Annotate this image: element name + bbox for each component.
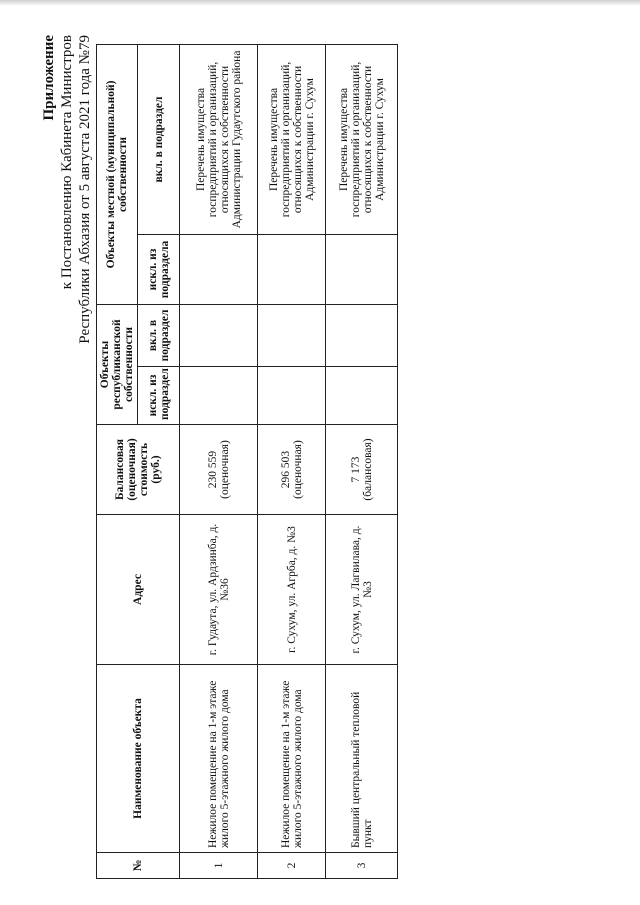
decree-line: к Постановлению Кабинета Министров xyxy=(59,35,75,290)
table-row xyxy=(258,44,326,878)
value-amount: 230 559 xyxy=(206,450,219,489)
value-note: (оценочная) xyxy=(291,440,304,499)
row-republic-excl xyxy=(326,367,398,425)
col-name-header: Наименование объекта xyxy=(97,665,180,853)
col-local-incl-header: вкл. в подраздел xyxy=(138,44,180,234)
row-republic-excl xyxy=(180,367,258,425)
row-value xyxy=(258,425,326,515)
value-amount: 296 503 xyxy=(279,450,292,489)
row-local-excl xyxy=(258,234,326,304)
row-republic-incl xyxy=(326,304,398,366)
row-num: 1 xyxy=(180,853,258,879)
row-local-excl xyxy=(180,234,258,304)
col-local-excl-header: искл. из подраздела xyxy=(138,234,180,304)
col-republic-header: Объекты республиканской собственности xyxy=(97,304,138,424)
col-address-header: Адрес xyxy=(97,515,180,665)
col-value-header: Балансовая (оценочная) стоимость (руб.) xyxy=(97,425,180,515)
row-object-name: Нежилое помещение на 1-м этаже жилого 5-этажного жилого дома xyxy=(258,665,326,853)
row-republic-incl xyxy=(180,304,258,366)
row-num: 2 xyxy=(258,853,326,879)
row-value xyxy=(326,425,398,515)
value-note: (оценочная) xyxy=(218,440,231,499)
row-num: 3 xyxy=(326,853,398,879)
row-local-incl: Перечень имущества госпредприятий и организаций, относящихся к собственности Администрации Гудаутского района xyxy=(180,44,258,234)
row-address: г. Гудаута, ул. Ардзинба, д. №36 xyxy=(180,515,258,665)
table-row xyxy=(180,44,258,878)
value-note: (балансовая) xyxy=(361,438,374,501)
table-row xyxy=(326,44,398,878)
col-num-header: № xyxy=(97,853,180,879)
row-local-incl: Перечень имущества госпредприятий и организаций, относящихся к собственности Администрации г. Сухум xyxy=(258,44,326,234)
row-address: г. Сухум, ул. Лагвилава, д. №3 xyxy=(326,515,398,665)
property-table xyxy=(96,44,398,879)
value-amount: 7 173 xyxy=(349,456,362,483)
col-republic-incl-header: вкл. в подраздел xyxy=(138,304,180,366)
row-object-name: Нежилое помещение на 1-м этаже жилого 5-этажного жилого дома xyxy=(180,665,258,853)
row-address: г. Сухум, ул. Агрба, д. №3 xyxy=(258,515,326,665)
col-republic-excl-header: искл. из подраздел xyxy=(138,367,180,425)
table-header-row xyxy=(97,44,138,878)
row-republic-excl xyxy=(258,367,326,425)
row-object-name: Бывший центральный тепловой пункт xyxy=(326,665,398,853)
col-local-header: Объекты местной (муниципальной) собственности xyxy=(97,44,138,304)
appendix-title: Приложение xyxy=(41,35,57,121)
row-local-excl xyxy=(326,234,398,304)
row-local-incl: Перечень имущества госпредприятий и организаций, относящихся к собственности Администрации г. Сухум xyxy=(326,44,398,234)
decree-date-line: Республики Абхазия от 5 августа 2021 года №79 xyxy=(77,35,93,344)
row-republic-incl xyxy=(258,304,326,366)
document-header xyxy=(40,35,94,344)
row-value xyxy=(180,425,258,515)
